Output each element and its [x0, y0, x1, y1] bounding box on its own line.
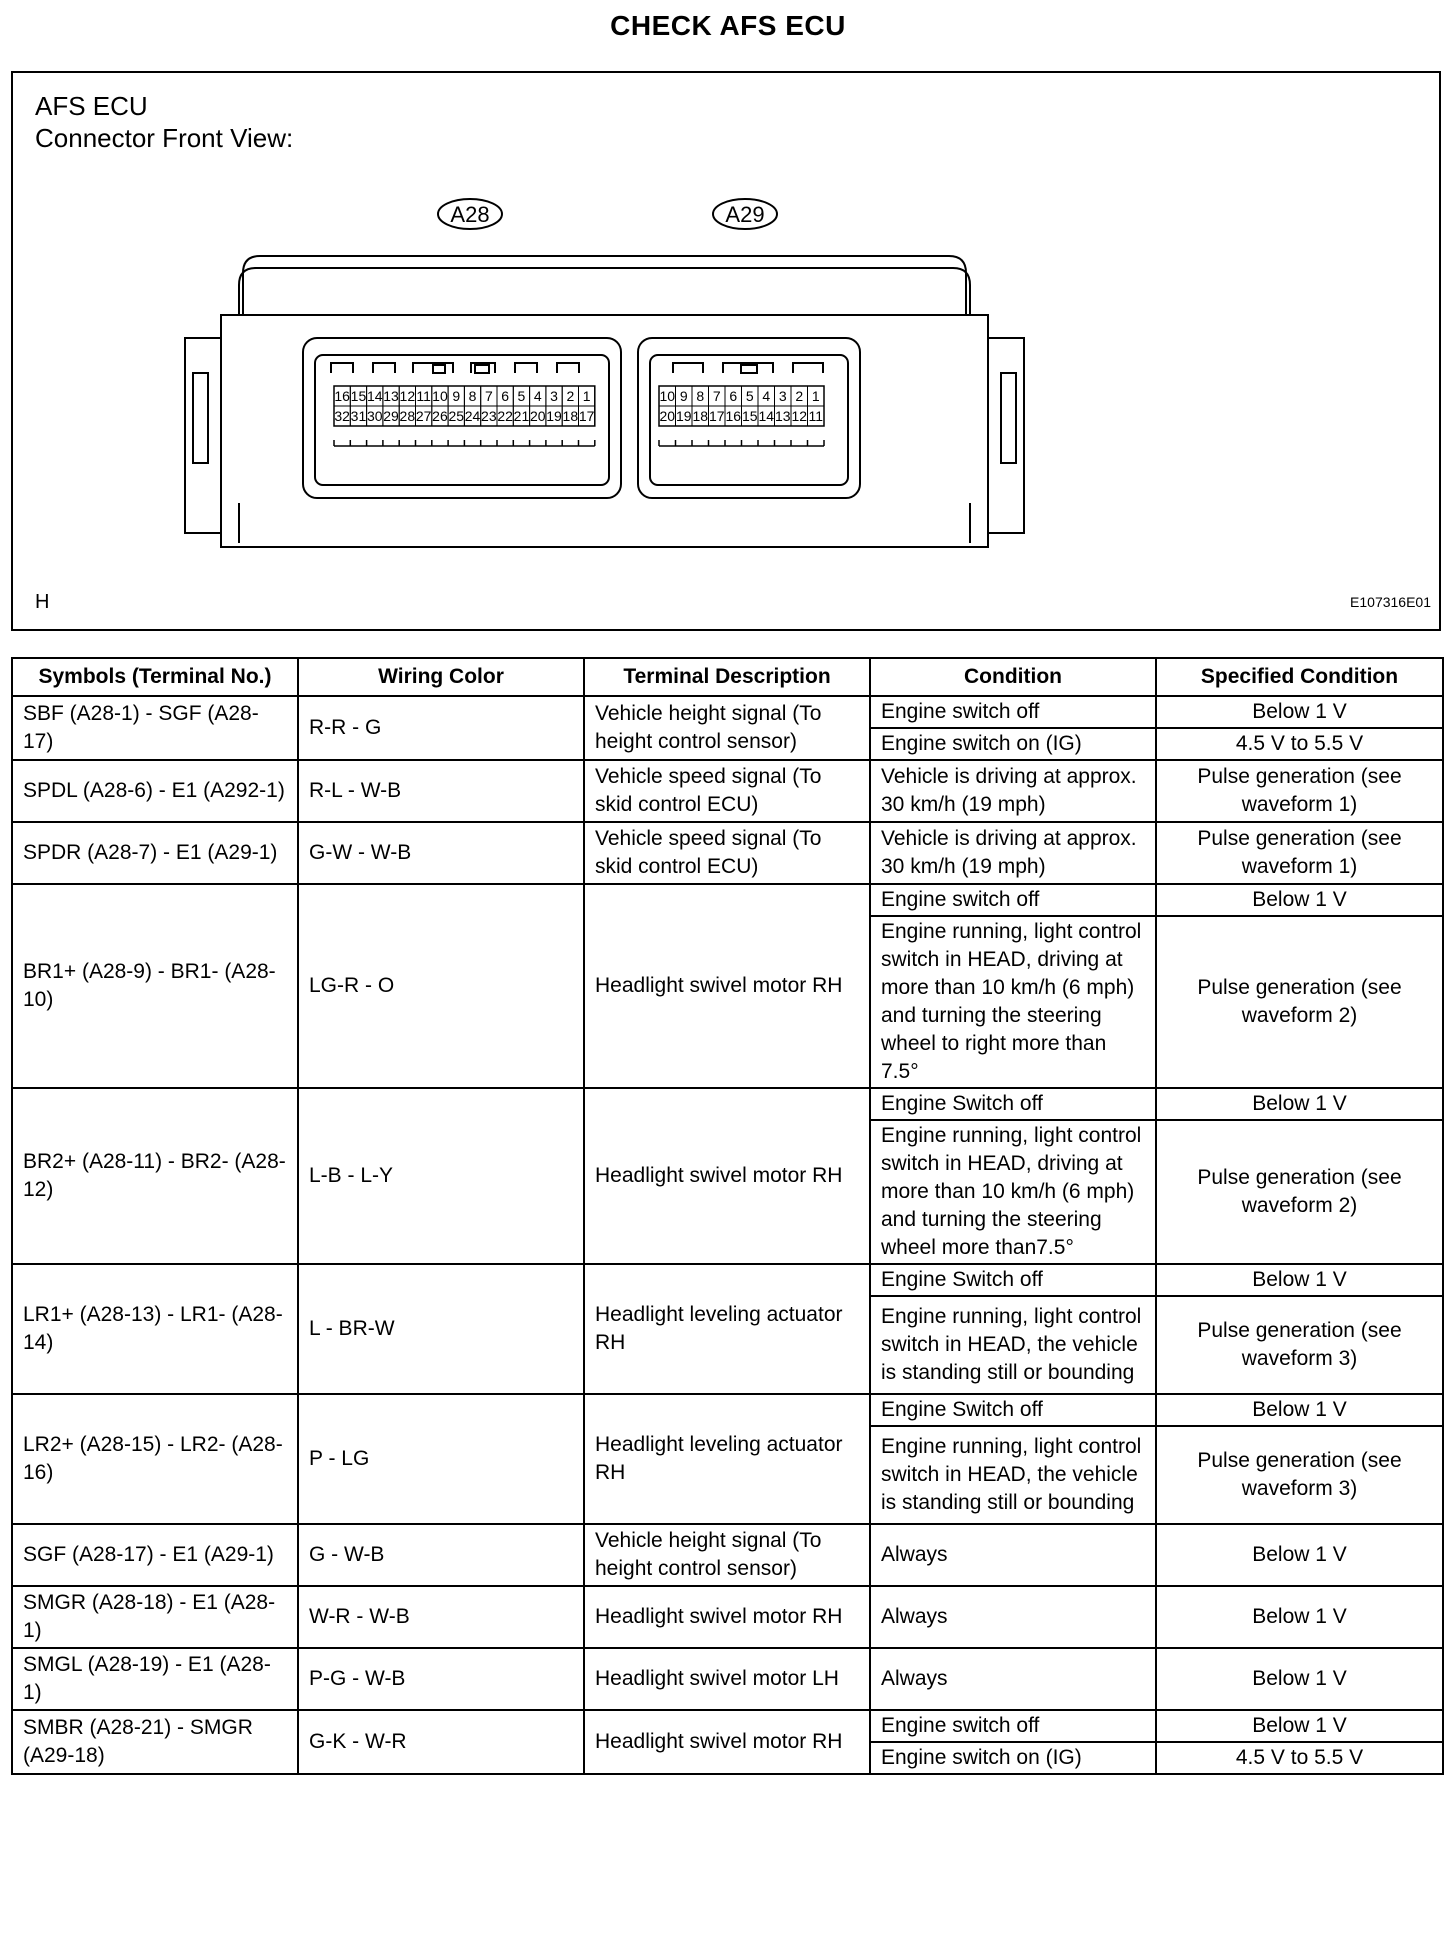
pin-number: 8 [696, 388, 705, 404]
terminal-description-cell: Vehicle speed signal (To skid control ECU) [584, 822, 870, 884]
pin-number: 15 [350, 388, 367, 404]
pin-number: 18 [692, 408, 709, 424]
symbol-cell: SMGL (A28-19) - E1 (A28-1) [12, 1648, 298, 1710]
pin-number: 11 [808, 408, 824, 424]
pin-number: 17 [578, 408, 595, 424]
condition-cell: Engine running, light control switch in HEAD, driving at more than 10 km/h (6 mph) and turning the steering wheel more than7.5° [870, 1120, 1156, 1264]
terminal-spec-table [11, 657, 1444, 1775]
figure-title: AFS ECU [35, 91, 148, 121]
condition-cell: Engine switch on (IG) [870, 1742, 1156, 1774]
pin-number: 28 [399, 408, 416, 424]
pin-number: 5 [745, 388, 754, 404]
symbol-cell: BR2+ (A28-11) - BR2- (A28-12) [12, 1088, 298, 1264]
condition-cell: Always [870, 1586, 1156, 1648]
condition-cell: Engine switch off [870, 884, 1156, 916]
pin-number: 9 [679, 388, 688, 404]
pin-number: 6 [729, 388, 738, 404]
symbol-cell: LR2+ (A28-15) - LR2- (A28-16) [12, 1394, 298, 1524]
pin-number: 9 [452, 388, 461, 404]
pin-number: 5 [517, 388, 526, 404]
pin-number: 18 [562, 408, 579, 424]
pin-number: 15 [741, 408, 758, 424]
wiring-color-cell: LG-R - O [298, 884, 584, 1088]
wiring-color-cell: P - LG [298, 1394, 584, 1524]
condition-cell: Engine switch off [870, 1710, 1156, 1742]
header-wiring-color: Wiring Color [298, 658, 584, 696]
wiring-color-cell: W-R - W-B [298, 1586, 584, 1648]
pin-number: 4 [762, 388, 771, 404]
pin-number: 17 [708, 408, 725, 424]
terminal-description-cell: Headlight swivel motor RH [584, 884, 870, 1088]
pin-number: 32 [334, 408, 350, 424]
symbol-cell: SPDL (A28-6) - E1 (A292-1) [12, 760, 298, 822]
specified-condition-cell: Pulse generation (see waveform 2) [1156, 1120, 1443, 1264]
table-row [12, 822, 1443, 884]
pin-number: 16 [334, 388, 350, 404]
symbol-cell: SMGR (A28-18) - E1 (A28-1) [12, 1586, 298, 1648]
specified-condition-cell: Pulse generation (see waveform 3) [1156, 1296, 1443, 1394]
condition-cell: Always [870, 1648, 1156, 1710]
condition-cell: Engine switch off [870, 696, 1156, 728]
specified-condition-cell: Below 1 V [1156, 1394, 1443, 1426]
pin-number: 26 [432, 408, 448, 424]
pin-number: 13 [383, 388, 399, 404]
table-row [12, 1088, 1443, 1120]
condition-cell: Engine Switch off [870, 1088, 1156, 1120]
pin-number: 20 [529, 408, 546, 424]
condition-cell: Vehicle is driving at approx. 30 km/h (19 mph) [870, 822, 1156, 884]
specified-condition-cell: Below 1 V [1156, 1710, 1443, 1742]
pin-number: 12 [791, 408, 808, 424]
ecu-connector-drawing [13, 73, 1439, 629]
condition-cell: Engine running, light control switch in HEAD, the vehicle is standing still or bounding [870, 1296, 1156, 1394]
pin-number: 14 [366, 388, 383, 404]
header-specified-condition: Specified Condition [1156, 658, 1443, 696]
terminal-description-cell: Headlight leveling actuator RH [584, 1394, 870, 1524]
condition-cell: Engine Switch off [870, 1394, 1156, 1426]
pin-number: 30 [366, 408, 383, 424]
header-condition: Condition [870, 658, 1156, 696]
pin-number: 1 [811, 388, 820, 404]
table-row [12, 1648, 1443, 1710]
pin-number: 2 [566, 388, 575, 404]
pin-number: 23 [481, 408, 497, 424]
condition-cell: Engine running, light control switch in HEAD, driving at more than 10 km/h (6 mph) and turning the steering wheel to right more than 7.5° [870, 916, 1156, 1088]
pin-number: 19 [546, 408, 562, 424]
pin-number: 7 [712, 388, 721, 404]
pin-number: 27 [415, 408, 432, 424]
pin-number: 22 [497, 408, 513, 424]
pin-number: 13 [774, 408, 791, 424]
specified-condition-cell: Below 1 V [1156, 696, 1443, 728]
specified-condition-cell: Pulse generation (see waveform 2) [1156, 916, 1443, 1088]
table-row [12, 884, 1443, 916]
pin-number: 16 [725, 408, 742, 424]
table-body [12, 696, 1443, 1774]
pin-number: 4 [533, 388, 542, 404]
terminal-description-cell: Vehicle height signal (To height control sensor) [584, 1524, 870, 1586]
pin-number: 12 [399, 388, 416, 404]
table-header-row [12, 658, 1443, 696]
symbol-cell: LR1+ (A28-13) - LR1- (A28-14) [12, 1264, 298, 1394]
terminal-description-cell: Headlight leveling actuator RH [584, 1264, 870, 1394]
condition-cell: Engine Switch off [870, 1264, 1156, 1296]
pin-number: 3 [778, 388, 787, 404]
specified-condition-cell: Pulse generation (see waveform 3) [1156, 1426, 1443, 1524]
wiring-color-cell: R-R - G [298, 696, 584, 760]
specified-condition-cell: Below 1 V [1156, 884, 1443, 916]
connector-a28-callout [438, 199, 502, 229]
terminal-description-cell: Headlight swivel motor RH [584, 1586, 870, 1648]
connector-label: A28 [450, 202, 490, 227]
symbol-cell: SPDR (A28-7) - E1 (A29-1) [12, 822, 298, 884]
pin-number: 1 [582, 388, 591, 404]
terminal-description-cell: Headlight swivel motor RH [584, 1088, 870, 1264]
pin-number: 10 [659, 388, 676, 404]
figure-corner-label: H [35, 591, 50, 613]
pin-number: 6 [501, 388, 510, 404]
table-row [12, 760, 1443, 822]
terminal-description-cell: Headlight swivel motor LH [584, 1648, 870, 1710]
table-row [12, 1586, 1443, 1648]
table-row [12, 696, 1443, 728]
table-row [12, 1264, 1443, 1296]
connector-label: A29 [725, 202, 765, 227]
pin-number: 3 [550, 388, 558, 404]
pin-number: 29 [383, 408, 399, 424]
specified-condition-cell: Pulse generation (see waveform 1) [1156, 822, 1443, 884]
wiring-color-cell: L - BR-W [298, 1264, 584, 1394]
specified-condition-cell: Below 1 V [1156, 1648, 1443, 1710]
pin-number: 2 [795, 388, 804, 404]
wiring-color-cell: G-W - W-B [298, 822, 584, 884]
condition-cell: Engine running, light control switch in HEAD, the vehicle is standing still or bounding [870, 1426, 1156, 1524]
wiring-color-cell: P-G - W-B [298, 1648, 584, 1710]
symbol-cell: BR1+ (A28-9) - BR1- (A28-10) [12, 884, 298, 1088]
pin-number: 20 [659, 408, 676, 424]
terminal-description-cell: Headlight swivel motor RH [584, 1710, 870, 1774]
symbol-cell: SBF (A28-1) - SGF (A28-17) [12, 696, 298, 760]
pin-number: 8 [468, 388, 477, 404]
header-terminal-description: Terminal Description [584, 658, 870, 696]
wiring-color-cell: G-K - W-R [298, 1710, 584, 1774]
pin-number: 10 [432, 388, 448, 404]
pin-number: 25 [448, 408, 465, 424]
figure-image-code: E107316E01 [1350, 594, 1431, 610]
pin-number: 24 [464, 408, 481, 424]
pin-number: 14 [758, 408, 775, 424]
condition-cell: Always [870, 1524, 1156, 1586]
specified-condition-cell: Below 1 V [1156, 1264, 1443, 1296]
wiring-color-cell: G - W-B [298, 1524, 584, 1586]
terminal-description-cell: Vehicle height signal (To height control sensor) [584, 696, 870, 760]
pin-number: 19 [675, 408, 692, 424]
condition-cell: Engine switch on (IG) [870, 728, 1156, 760]
connector-a29-callout [713, 199, 777, 229]
specified-condition-cell: Below 1 V [1156, 1586, 1443, 1648]
specified-condition-cell: 4.5 V to 5.5 V [1156, 1742, 1443, 1774]
condition-cell: Vehicle is driving at approx. 30 km/h (19 mph) [870, 760, 1156, 822]
pin-number: 7 [484, 388, 493, 404]
specified-condition-cell: Below 1 V [1156, 1088, 1443, 1120]
table-row [12, 1394, 1443, 1426]
specified-condition-cell: Below 1 V [1156, 1524, 1443, 1586]
symbol-cell: SGF (A28-17) - E1 (A29-1) [12, 1524, 298, 1586]
header-symbols: Symbols (Terminal No.) [12, 658, 298, 696]
ecu-housing [185, 256, 1024, 547]
wiring-color-cell: R-L - W-B [298, 760, 584, 822]
specified-condition-cell: 4.5 V to 5.5 V [1156, 728, 1443, 760]
symbol-cell: SMBR (A28-21) - SMGR (A29-18) [12, 1710, 298, 1774]
pin-number: 21 [513, 408, 530, 424]
wiring-color-cell: L-B - L-Y [298, 1088, 584, 1264]
pin-number: 11 [416, 388, 431, 404]
connector-figure [11, 71, 1441, 631]
table-row [12, 1710, 1443, 1742]
figure-subtitle: Connector Front View: [35, 123, 294, 153]
pin-number: 31 [350, 408, 367, 424]
table-row [12, 1524, 1443, 1586]
specified-condition-cell: Pulse generation (see waveform 1) [1156, 760, 1443, 822]
terminal-description-cell: Vehicle speed signal (To skid control ECU) [584, 760, 870, 822]
page-title: CHECK AFS ECU [610, 10, 846, 41]
